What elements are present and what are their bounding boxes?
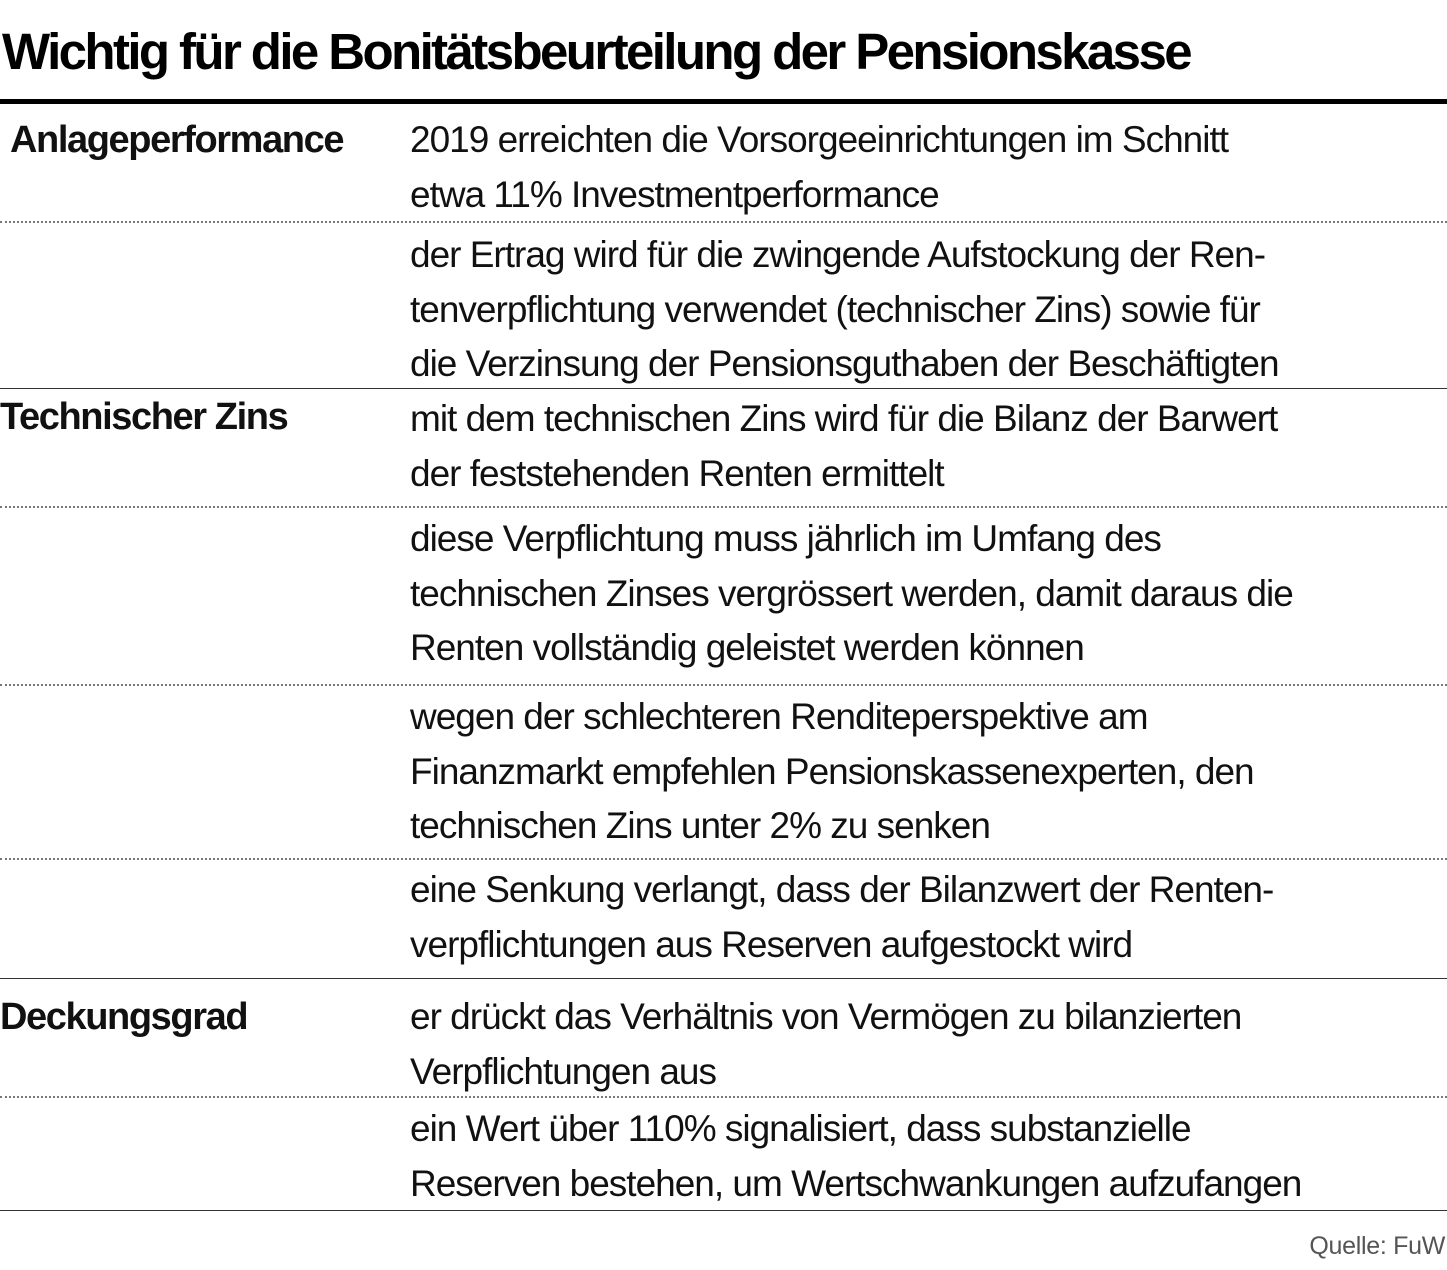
dotted-divider xyxy=(0,858,1447,860)
entry-line: technischen Zins unter 2% zu senken xyxy=(410,805,990,846)
source-note: Quelle: FuW xyxy=(1309,1232,1445,1260)
entry-technischer-zins-2 xyxy=(410,512,1293,676)
entry-deckungsgrad-2 xyxy=(410,1102,1301,1211)
entry-anlageperformance-1 xyxy=(410,113,1228,222)
dotted-divider xyxy=(0,221,1447,223)
section-label-deckungsgrad: Deckungsgrad xyxy=(0,996,248,1038)
dotted-divider xyxy=(0,506,1447,508)
entry-line: diese Verpflichtung muss jährlich im Umfang des xyxy=(410,518,1161,559)
section-label-technischer-zins: Technischer Zins xyxy=(0,396,288,438)
entry-line: der Ertrag wird für die zwingende Aufstockung der Ren- xyxy=(410,234,1266,275)
entry-line: Reserven bestehen, um Wertschwankungen aufzufangen xyxy=(410,1162,1302,1204)
entry-line: der feststehenden Renten ermittelt xyxy=(410,452,944,494)
entry-technischer-zins-3 xyxy=(410,690,1254,854)
entry-deckungsgrad-1 xyxy=(410,990,1241,1099)
entry-anlageperformance-2 xyxy=(410,228,1279,392)
table-bottom-rule xyxy=(0,1210,1447,1211)
entry-line: ein Wert über 110% signalisiert, dass substanzielle xyxy=(410,1108,1191,1149)
entry-line: etwa 11% Investmentperformance xyxy=(410,173,939,215)
entry-line: verpflichtungen aus Reserven aufgestockt wird xyxy=(410,923,1133,965)
entry-line: technischen Zinses vergrössert werden, damit daraus die xyxy=(410,572,1293,614)
section-label-anlageperformance: Anlageperformance xyxy=(10,119,344,161)
section-divider xyxy=(0,388,1447,389)
entry-technischer-zins-1 xyxy=(410,392,1277,501)
title-rule xyxy=(0,99,1447,104)
entry-line: die Verzinsung der Pensionsguthaben der Beschäftigten xyxy=(410,343,1279,384)
entry-line: tenverpflichtung verwendet (technischer Zins) sowie für xyxy=(410,288,1260,330)
entry-line: wegen der schlechteren Renditeperspektive am xyxy=(410,696,1148,737)
entry-line: Finanzmarkt empfehlen Pensionskassenexperten, den xyxy=(410,750,1254,792)
entry-line: mit dem technischen Zins wird für die Bilanz der Barwert xyxy=(410,398,1278,439)
entry-technischer-zins-4 xyxy=(410,863,1273,972)
entry-line: Verpflichtungen aus xyxy=(410,1050,717,1092)
entry-line: er drückt das Verhältnis von Vermögen zu bilanzierten xyxy=(410,996,1242,1037)
entry-line: Renten vollständig geleistet werden können xyxy=(410,627,1084,668)
page-title: Wichtig für die Bonitätsbeurteilung der Pensionskasse xyxy=(2,23,1190,80)
entry-line: 2019 erreichten die Vorsorgeeinrichtungen im Schnitt xyxy=(410,119,1229,160)
entry-line: eine Senkung verlangt, dass der Bilanzwert der Renten- xyxy=(410,869,1274,910)
section-divider xyxy=(0,978,1447,979)
dotted-divider xyxy=(0,684,1447,686)
dotted-divider xyxy=(0,1096,1447,1098)
